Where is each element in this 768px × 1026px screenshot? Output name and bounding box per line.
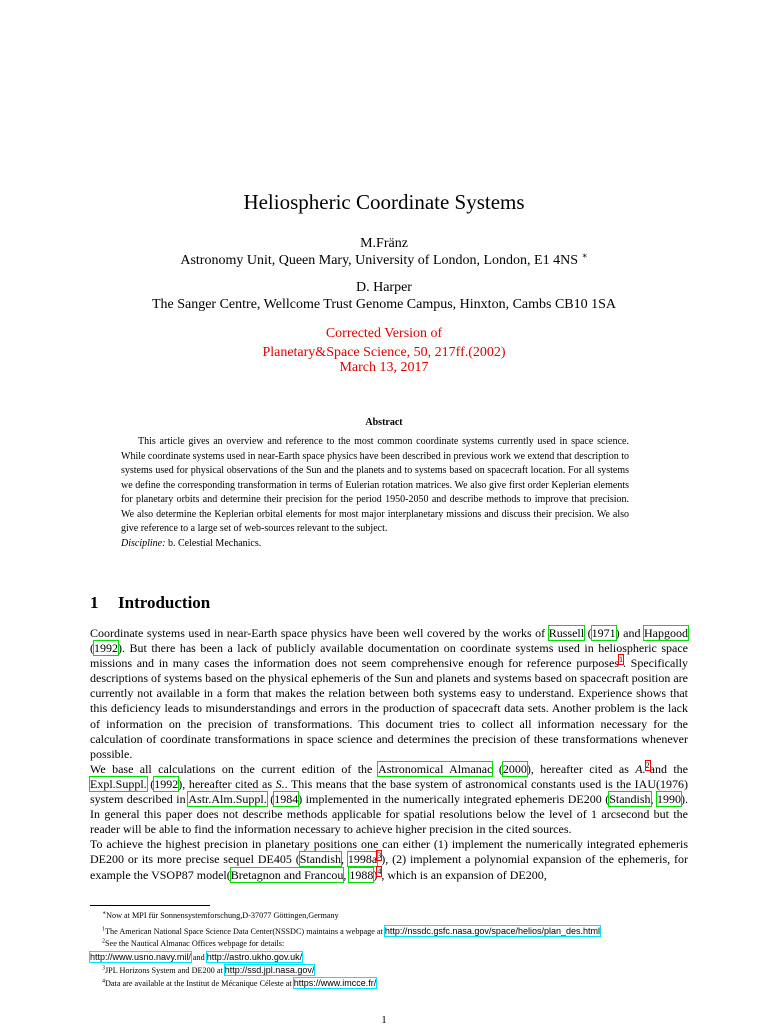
intro-paragraph-3: To achieve the highest precision in planetary positions one can either (1) implement the numerically integrated ephemeris DE200 or its more precise sequel DE405 (Standish, $1998a^3$), (2) implement a polynomial expansion of the ephemeris, for example the VSOP87 model(Bretagnon and Francou, 1988)$^4$, which is an expansion of DE200,	[90, 837, 688, 882]
footnote-3-link[interactable]: http://ssd.jpl.nasa.gov/	[224, 965, 315, 975]
text-run: . This means that the base system of astronomical constants used is the IAU(1976) system described in	[90, 776, 689, 807]
text-run: , hereafter cited as	[530, 761, 636, 776]
footnote-text: The American National Space Science Data Center(NSSDC) maintains a webpage at	[105, 927, 385, 936]
cite-russell[interactable]: Russell	[548, 626, 585, 640]
corrected-version-line-1: Corrected Version of	[325, 326, 443, 341]
paper-date: March 13, 2017	[339, 360, 429, 375]
footnote-4-link[interactable]: https://www.imcce.fr/	[293, 978, 377, 988]
cite-standish-year[interactable]: 1990	[657, 792, 682, 807]
author-2: D. Harper	[356, 280, 412, 295]
footnote-mark: 2	[102, 938, 105, 945]
footnote-2-link-usno[interactable]: http://www.usno.navy.mil/	[90, 952, 191, 962]
discipline-line	[121, 537, 629, 552]
footnote-text: and	[190, 953, 207, 962]
abstract-text	[121, 435, 629, 551]
cite-astr-alm-suppl-year[interactable]: 1984	[274, 792, 299, 807]
introduction-body	[90, 626, 688, 883]
paper-title: Heliospheric Coordinate Systems	[243, 190, 525, 214]
footnote-ref-2[interactable]: 2	[645, 760, 650, 770]
footnote-mark: 3	[102, 965, 105, 972]
intro-paragraph-1: Coordinate systems used in near-Earth space physics have been well covered by the works of Russell (1971) and Hapgood (1992). But there has been a lack of publicly available documentation on coordinate systems used in heliospheric space missions and in many cases the information does not seem comprehensive enough for reference purposes$^1$. Specifically descriptions of systems based on the physical ephemeris of the Sun and planets and systems based on spacecraft position are currently not available in a form that makes the relation between both systems easy to understand. Experience shows that this deficiency leads to misunderstandings and errors in the production of spacecraft data sets. Another problem is the lack of information on the precision of transformations. This document tries to collect all information necessary for the calculation of coordinate transformations in space science and determines the precision of these transformations whenever possible.	[90, 626, 689, 761]
text-run: . But there has been a lack of publicly available documentation on coordinate systems used in heliospheric space missions and in many cases the information does not seem comprehensive enough for reference purposes	[90, 641, 688, 671]
text-run: A.	[635, 761, 646, 776]
footnote-ref-4[interactable]: 4	[377, 866, 382, 876]
text-run: and	[619, 626, 645, 640]
text-run: To achieve the highest precision in planetary positions one can either (1) implement the numerically integrated ephemeris DE200 or its more precise sequel DE405 (	[90, 837, 688, 867]
intro-paragraph-2: We base all calculations on the current edition of the Astronomical Almanac (2000), hereafter cited as A.$^2$and the Expl.Suppl. (1992), hereafter cited as S.. This means that the base system of astronomical constants used is the IAU(1976) system described in Astr.Alm.Suppl. (1984) implemented in the numerically integrated ephemeris DE200 (Standish, 1990). In general this paper does not describe methods applicable for spatial resolutions below the level of 1 arcsecond but the reader will be able to find the information necessary to achieve higher precision in the cited sources.	[90, 760, 689, 837]
corrected-version-line-2: Planetary&Space Science, 50, 217ff.(2002)	[262, 345, 506, 360]
cite-astr-alm-suppl[interactable]: Astr.Alm.Suppl.	[188, 792, 267, 807]
cite-expl-suppl[interactable]: Expl.Suppl.	[90, 776, 147, 791]
footnote-1	[90, 926, 700, 936]
text-run: , hereafter cited as	[182, 776, 276, 791]
footnote-text: JPL Horizons System and DE200 at	[105, 966, 225, 975]
author-1: M.Fränz	[360, 236, 408, 251]
text-run: We base all calculations on the current edition of the	[90, 761, 379, 776]
footnote-text: Now at MPI für Sonnensystemforschung,D-37077 Göttingen,Germany	[106, 911, 339, 920]
text-run: Coordinate systems used in near-Earth space physics have been well covered by the works of	[90, 626, 549, 640]
text-run: , which is an expansion of DE200,	[381, 867, 547, 882]
footnote-ref-1[interactable]: 1	[618, 655, 623, 665]
affiliation-2: The Sanger Centre, Wellcome Trust Genome Campus, Hinxton, Cambs CB10 1SA	[151, 297, 617, 312]
page-number: 1	[381, 1014, 387, 1026]
cite-bretagnon-year[interactable]: 1988	[349, 867, 374, 882]
cite-almanac-year[interactable]: 2000	[502, 761, 527, 776]
footnote-2-link-ukho[interactable]: http://astro.ukho.gov.uk/	[206, 952, 303, 962]
cite-standish-2[interactable]: Standish	[299, 852, 342, 867]
footnote-2	[90, 939, 700, 948]
section-title: Introduction	[118, 593, 211, 612]
cite-expl-suppl-year[interactable]: 1992	[154, 776, 179, 791]
abstract-heading: Abstract	[365, 417, 403, 428]
text-run: and the	[649, 761, 688, 776]
discipline-value: b. Celestial Mechanics.	[167, 537, 262, 549]
footnote-2-links	[90, 952, 688, 962]
footnote-mark: 4	[102, 978, 105, 985]
footnote-mark: ∗	[102, 910, 107, 917]
cite-hapgood[interactable]: Hapgood	[644, 626, 689, 640]
section-heading	[90, 593, 210, 613]
cite-standish-2-year[interactable]: 1998a	[347, 852, 378, 867]
text-run: ), (2) implement a polynomial expansion of the ephemeris, for example the VSOP87 model(	[90, 852, 688, 882]
discipline-label: Discipline:	[121, 537, 166, 549]
affiliation-1-mark: ∗	[581, 250, 588, 261]
cite-hapgood-year[interactable]: 1992	[94, 641, 118, 656]
footnote-ref-3[interactable]: 3	[377, 851, 382, 861]
footnote-4	[90, 978, 700, 988]
section-number: 1	[90, 593, 99, 612]
affiliation-1-text: Astronomy Unit, Queen Mary, University of London, London, E1 4NS	[180, 253, 579, 268]
text-run: . Specifically descriptions of systems based on the physical ephemeris of the Sun and planets and systems based on spacecraft position are currently not available in a form that makes the relation between both systems easy to understand. Experience shows that this deficiency leads to misunderstandings and errors in the production of spacecraft data sets. Another problem is the lack of information on the precision of transformations. This document tries to collect all information necessary for the calculation of coordinate transformations in space science and determines the precision of these transformations whenever possible.	[90, 656, 688, 761]
cite-almanac[interactable]: Astronomical Almanac	[378, 761, 493, 776]
cite-bretagnon[interactable]: Bretagnon and Francou	[230, 867, 344, 882]
cite-standish[interactable]: Standish	[609, 792, 651, 807]
text-run: S.	[275, 776, 285, 791]
text-run: ). In general this paper does not describe methods applicable for spatial resolutions below the level of 1 arcsecond but the reader will be able to find the information necessary to achieve higher precision in the cited sources.	[90, 792, 689, 837]
abstract-body: This article gives an overview and reference to the most common coordinate systems currently used in space science. While coordinate systems used in near-Earth space physics have been described in previous work we extend that description to systems used for physical observations of the Sun and the planets and to systems based on spacecraft location. For all systems we define the corresponding transformation in terms of Eulerian rotation matrices. We also give first order Keplerian elements for planetary orbits and determine their precision for the period 1950-2050 and describe methods to improve that precision. We also determine the Keplerian orbital elements for most major interplanetary missions and discuss their precision. We also give reference to a large set of web-sources relevant to the subject.	[121, 436, 629, 534]
footnote-text: See the Nautical Almanac Offices webpage for details:	[105, 939, 285, 948]
footnote-star	[90, 911, 700, 920]
affiliation-1	[0, 250, 768, 269]
cite-russell-year[interactable]: 1971	[591, 626, 616, 640]
footnote-3	[90, 965, 700, 975]
footnote-text: Data are available at the Institut de Mécanique Céleste at	[105, 979, 294, 988]
footnote-rule	[90, 905, 210, 906]
footnote-1-link[interactable]: http://nssdc.gsfc.nasa.gov/space/helios/plan_des.html	[384, 926, 601, 936]
text-run: implemented in the numerically integrated ephemeris DE200 (	[302, 792, 610, 807]
footnote-mark: 1	[102, 926, 105, 933]
